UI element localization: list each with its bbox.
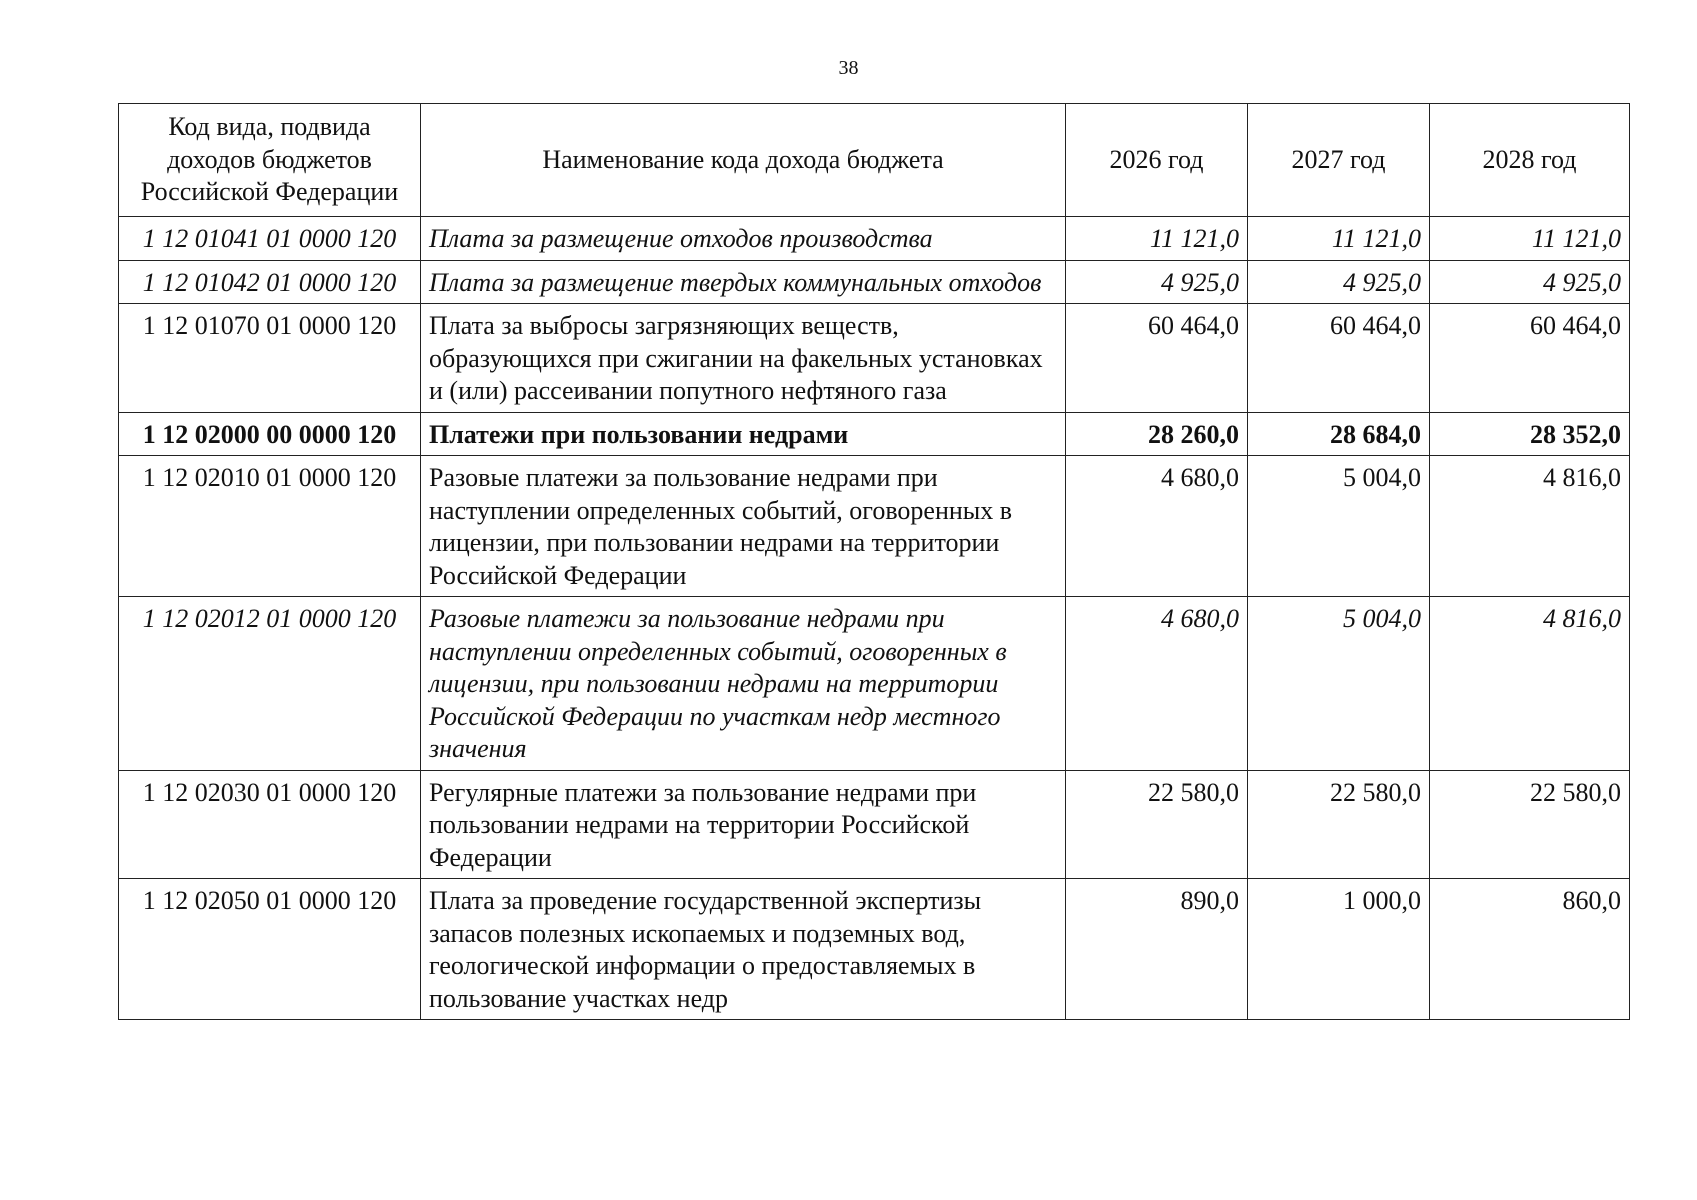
income-name: Разовые платежи за пользование недрами при наступлении определенных событий, оговоренных в лицензии, при пользовании недрами на территории Российской Федерации по участкам недр местного значения <box>421 597 1066 771</box>
header-name: Наименование кода дохода бюджета <box>421 104 1066 217</box>
income-name: Плата за размещение твердых коммунальных отходов <box>421 260 1066 304</box>
value-2026: 22 580,0 <box>1066 770 1248 879</box>
income-name: Платежи при пользовании недрами <box>421 412 1066 456</box>
table-row <box>119 456 1630 597</box>
value-2028: 4 816,0 <box>1430 597 1630 771</box>
table-row <box>119 260 1630 304</box>
value-2028: 60 464,0 <box>1430 304 1630 413</box>
value-2027: 4 925,0 <box>1248 260 1430 304</box>
header-2026: 2026 год <box>1066 104 1248 217</box>
value-2028: 22 580,0 <box>1430 770 1630 879</box>
value-2026: 4 680,0 <box>1066 456 1248 597</box>
value-2028: 860,0 <box>1430 879 1630 1020</box>
value-2026: 4 680,0 <box>1066 597 1248 771</box>
income-code: 1 12 01041 01 0000 120 <box>119 217 421 261</box>
table-body <box>119 217 1630 1020</box>
income-code: 1 12 02012 01 0000 120 <box>119 597 421 771</box>
income-code: 1 12 02030 01 0000 120 <box>119 770 421 879</box>
income-code: 1 12 01042 01 0000 120 <box>119 260 421 304</box>
income-name: Плата за размещение отходов производства <box>421 217 1066 261</box>
table-row <box>119 304 1630 413</box>
income-name: Разовые платежи за пользование недрами при наступлении определенных событий, оговоренных в лицензии, при пользовании недрами на территории Российской Федерации <box>421 456 1066 597</box>
value-2027: 60 464,0 <box>1248 304 1430 413</box>
table-header-row <box>119 104 1630 217</box>
income-code: 1 12 01070 01 0000 120 <box>119 304 421 413</box>
value-2026: 4 925,0 <box>1066 260 1248 304</box>
table-row <box>119 597 1630 771</box>
value-2026: 28 260,0 <box>1066 412 1248 456</box>
income-name: Плата за проведение государственной экспертизы запасов полезных ископаемых и подземных вод, геологической информации о предоставляемых в пользование участках недр <box>421 879 1066 1020</box>
value-2026: 11 121,0 <box>1066 217 1248 261</box>
header-code: Код вида, подвида доходов бюджетов Российской Федерации <box>119 104 421 217</box>
budget-income-table <box>118 103 1630 1020</box>
value-2026: 890,0 <box>1066 879 1248 1020</box>
table-row <box>119 879 1630 1020</box>
value-2027: 28 684,0 <box>1248 412 1430 456</box>
value-2027: 11 121,0 <box>1248 217 1430 261</box>
value-2028: 4 816,0 <box>1430 456 1630 597</box>
header-2028: 2028 год <box>1430 104 1630 217</box>
value-2028: 11 121,0 <box>1430 217 1630 261</box>
value-2027: 5 004,0 <box>1248 597 1430 771</box>
table-row <box>119 412 1630 456</box>
header-2027: 2027 год <box>1248 104 1430 217</box>
value-2027: 5 004,0 <box>1248 456 1430 597</box>
value-2026: 60 464,0 <box>1066 304 1248 413</box>
value-2028: 28 352,0 <box>1430 412 1630 456</box>
income-name: Плата за выбросы загрязняющих веществ, образующихся при сжигании на факельных установках и (или) рассеивании попутного нефтяного газа <box>421 304 1066 413</box>
value-2027: 1 000,0 <box>1248 879 1430 1020</box>
table-row <box>119 770 1630 879</box>
income-code: 1 12 02010 01 0000 120 <box>119 456 421 597</box>
income-code: 1 12 02000 00 0000 120 <box>119 412 421 456</box>
value-2027: 22 580,0 <box>1248 770 1430 879</box>
income-code: 1 12 02050 01 0000 120 <box>119 879 421 1020</box>
value-2028: 4 925,0 <box>1430 260 1630 304</box>
page-number: 38 <box>838 57 859 79</box>
table-row <box>119 217 1630 261</box>
income-name: Регулярные платежи за пользование недрами при пользовании недрами на территории Российской Федерации <box>421 770 1066 879</box>
